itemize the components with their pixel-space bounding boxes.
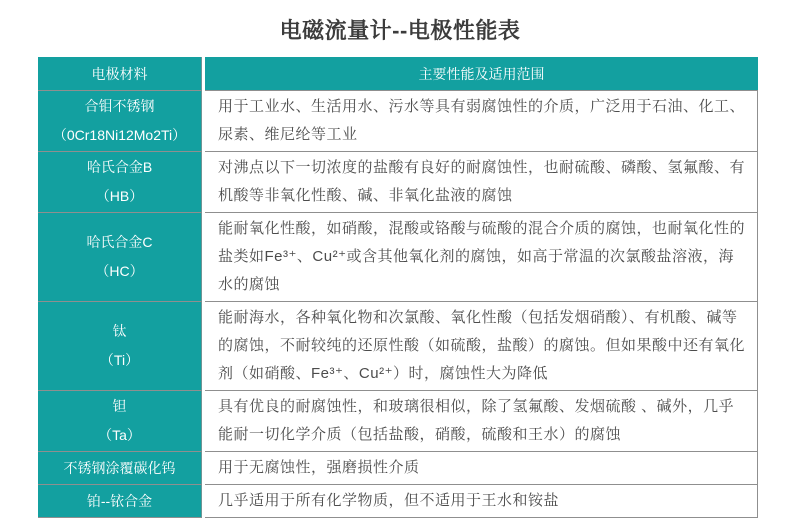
material-name: 哈氏合金B (86, 159, 153, 175)
table-row (38, 485, 758, 518)
material-cell (38, 152, 202, 213)
description-cell: 具有优良的耐腐蚀性，和玻璃很相似，除了氢氟酸、发烟硫酸 、碱外，几乎能耐一切化学介质（包括盐酸，硝酸，硫酸和王水）的腐蚀 (205, 391, 758, 452)
description-cell: 能耐氧化性酸，如硝酸，混酸或铬酸与硫酸的混合介质的腐蚀，也耐氧化性的盐类如Fe³⁺、Cu²⁺或含其他氧化剂的腐蚀，如高于常温的次氯酸盐溶液，海水的腐蚀 (205, 213, 758, 302)
material-name: 铂--铱合金 (86, 492, 153, 509)
material-cell (38, 452, 202, 485)
page-title: 电磁流量计--电极性能表 (279, 18, 521, 43)
material-name: 合钼不锈钢 (84, 98, 155, 114)
table-row (38, 391, 758, 452)
header-row (38, 57, 758, 91)
column-header-material: 电极材料 (38, 57, 202, 91)
material-cell (38, 213, 202, 302)
table-row (38, 452, 758, 485)
material-designation: （0Cr18Ni12Mo2Ti） (52, 127, 187, 143)
material-name: 哈氏合金C (86, 234, 153, 250)
material-name: 钽 (112, 398, 127, 414)
material-cell (38, 391, 202, 452)
electrode-performance-table (35, 57, 761, 518)
table-row (38, 213, 758, 302)
table-row (38, 302, 758, 391)
material-name: 钛 (112, 323, 127, 339)
material-designation: （Ta） (98, 427, 141, 443)
description-cell: 几乎适用于所有化学物质，但不适用于王水和铵盐 (205, 485, 758, 518)
column-header-performance: 主要性能及适用范围 (205, 57, 758, 91)
material-name: 不锈钢涂覆碳化钨 (63, 459, 176, 476)
material-designation: （HC） (95, 263, 144, 279)
material-designation: （Ti） (99, 352, 140, 368)
material-designation: （HB） (95, 188, 144, 204)
description-cell: 对沸点以下一切浓度的盐酸有良好的耐腐蚀性，也耐硫酸、磷酸、氢氟酸、有机酸等非氧化性酸、碱、非氧化盐液的腐蚀 (205, 152, 758, 213)
material-cell (38, 302, 202, 391)
description-cell: 用于无腐蚀性，强磨损性介质 (205, 452, 758, 485)
description-cell: 用于工业水、生活用水、污水等具有弱腐蚀性的介质，广泛用于石油、化工、尿素、维尼纶等工业 (205, 91, 758, 152)
description-cell: 能耐海水，各种氧化物和次氯酸、氧化性酸（包括发烟硝酸）、有机酸、碱等的腐蚀，不耐较纯的还原性酸（如硫酸，盐酸）的腐蚀。但如果酸中还有氧化剂（如硝酸、Fe³⁺、Cu²⁺）时，腐蚀性大为降低 (205, 302, 758, 391)
table-body (38, 91, 758, 518)
material-cell (38, 485, 202, 518)
material-cell (38, 91, 202, 152)
table-row (38, 152, 758, 213)
table-row (38, 91, 758, 152)
